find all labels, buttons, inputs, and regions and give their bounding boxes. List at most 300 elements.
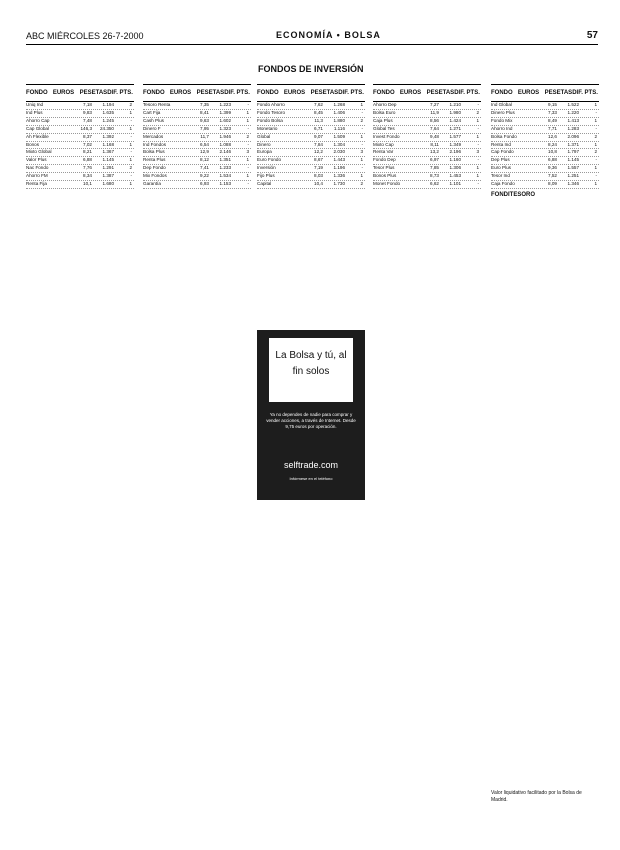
table-row [143, 118, 251, 126]
fund-name: Tesor Plus [373, 165, 395, 171]
euros-value: 12,6 [548, 133, 557, 139]
column-header-label: PESETAS [544, 90, 573, 96]
diff-value: 3 [246, 149, 249, 155]
pesetas-value: 1.196 [333, 165, 345, 171]
pesetas-value: 1.413 [567, 117, 579, 123]
euros-value: 146,3 [80, 125, 92, 131]
euros-value: 8,41 [200, 109, 209, 115]
header-date: ABC MIÉRCOLES 26-7-2000 [26, 31, 144, 41]
euros-value: 9,15 [548, 102, 557, 107]
column-header-label: PESETAS [196, 90, 225, 96]
ad-url: selftrade.com [283, 460, 339, 470]
euros-value: 7,35 [200, 102, 209, 107]
fund-name: Dinero F [143, 125, 161, 131]
table-row [491, 134, 599, 142]
euros-value: 7,48 [83, 117, 92, 123]
pesetas-value: 1.116 [333, 125, 345, 131]
selftrade-advert [257, 330, 365, 500]
fund-name: Tesoro Renta [143, 102, 171, 107]
pesetas-value: 1.251 [567, 173, 579, 179]
diff-value: 2 [360, 117, 363, 123]
table-row [373, 149, 481, 157]
table-row [26, 142, 134, 150]
euros-value: 7,95 [200, 125, 209, 131]
fund-name: Valor Plus [26, 157, 47, 163]
table-row [257, 149, 365, 157]
fund-name: Ind Global [491, 102, 512, 107]
diff-value: 1 [594, 117, 597, 123]
column-header-label: EUROS [399, 90, 422, 96]
fund-name: Fondo Dep [373, 157, 396, 163]
table-row [491, 157, 599, 165]
table-row [143, 134, 251, 142]
euros-value: 7,64 [430, 125, 439, 131]
diff-value: 1 [594, 165, 597, 171]
fund-name: Monet Fondo [373, 181, 401, 187]
pesetas-value: 1.268 [333, 102, 345, 107]
fund-name: Fondo Mix [491, 117, 513, 123]
euros-value: 8,21 [83, 149, 92, 155]
table-row [26, 149, 134, 157]
diff-value: 2 [476, 109, 479, 115]
fund-column-3 [257, 84, 365, 324]
table-row [491, 102, 599, 110]
fund-name: Global Tes [373, 125, 395, 131]
diff-value: 1 [246, 157, 249, 163]
column-header [26, 84, 134, 102]
fund-name: Ahorro Ind [491, 125, 513, 131]
footnote: Valor liquidativo facilitado por la Bolsa de Madrid. [491, 790, 582, 803]
column-header-label: DIF. PTS. [572, 90, 598, 96]
pesetas-value: 1.577 [449, 133, 461, 139]
euros-value: 13,2 [430, 149, 439, 155]
euros-value: 6,62 [430, 181, 439, 187]
column-header-label: DIF. PTS. [107, 90, 133, 96]
diff-value: - [477, 102, 479, 107]
pesetas-value: 2.030 [333, 149, 345, 155]
fund-name: Bonos Plus [373, 173, 397, 179]
euros-value: 11,9 [430, 109, 439, 115]
pesetas-value: 1.946 [219, 133, 231, 139]
fund-rows [373, 102, 481, 189]
diff-value: - [130, 149, 132, 155]
diff-value: 2 [594, 133, 597, 139]
pesetas-value: 1.194 [102, 102, 114, 107]
table-row [373, 102, 481, 110]
pesetas-value: 1.349 [449, 141, 461, 147]
pesetas-value: 2.096 [567, 133, 579, 139]
table-row [26, 157, 134, 165]
fund-name: Renta Fija [26, 181, 47, 187]
fund-name: Invest Fondo [373, 133, 400, 139]
column-header-label: PESETAS [310, 90, 339, 96]
fund-rows [143, 102, 251, 189]
table-row [257, 142, 365, 150]
pesetas-value: 1.323 [219, 125, 231, 131]
column-header-label: FONDO [257, 90, 279, 96]
fund-name: Tesor Ind [491, 173, 510, 179]
diff-value: - [477, 157, 479, 163]
pesetas-value: 1.245 [102, 117, 114, 123]
table-row [26, 181, 134, 189]
euros-value: 9,07 [314, 133, 323, 139]
pesetas-value: 1.980 [449, 109, 461, 115]
diff-value: - [477, 181, 479, 187]
table-row [257, 157, 365, 165]
euros-value: 7,41 [200, 165, 209, 171]
euros-value: 6,93 [200, 181, 209, 187]
column-header [373, 84, 481, 102]
euros-value: 8,24 [548, 141, 557, 147]
pesetas-value: 1.271 [449, 125, 461, 131]
euros-value: 6,71 [314, 125, 323, 131]
table-row [491, 110, 599, 118]
fund-name: Ahorro Cap [26, 117, 50, 123]
table-row [373, 157, 481, 165]
pesetas-value: 1.220 [567, 109, 579, 115]
euros-value: 8,49 [548, 117, 557, 123]
euros-value: 7,27 [430, 102, 439, 107]
fund-name: Ahorro FM [26, 173, 48, 179]
table-row [26, 165, 134, 173]
fund-name: Mix Fondos [143, 173, 167, 179]
fund-name: Ah Flexible [26, 133, 49, 139]
diff-value: - [361, 141, 363, 147]
table-row [491, 181, 599, 189]
euros-value: 9,63 [200, 117, 209, 123]
diff-value: 2 [129, 165, 132, 171]
diff-value: - [247, 102, 249, 107]
diff-value: 1 [246, 117, 249, 123]
euros-value: 7,76 [83, 165, 92, 171]
euros-value: 7,84 [314, 141, 323, 147]
table-row [143, 142, 251, 150]
pesetas-value: 2.196 [449, 149, 461, 155]
fund-name: Mercados [143, 133, 164, 139]
euros-value: 12,2 [314, 149, 323, 155]
pesetas-value: 1.522 [567, 102, 579, 107]
diff-value: 3 [360, 149, 363, 155]
table-row [26, 118, 134, 126]
column-header-label: PESETAS [79, 90, 108, 96]
diff-value: 1 [594, 102, 597, 107]
diff-value: - [595, 125, 597, 131]
fund-name: Mixto Cap [373, 141, 394, 147]
diff-value: 1 [476, 165, 479, 171]
column-header-label: FONDO [26, 90, 48, 96]
table-row [143, 126, 251, 134]
fund-name: Renta Plus [143, 157, 166, 163]
table-row [373, 134, 481, 142]
fund-name: Dep Fondo [143, 165, 166, 171]
pesetas-value: 2.146 [219, 149, 231, 155]
euros-value: 7,52 [548, 173, 557, 179]
diff-value: 1 [476, 133, 479, 139]
table-row [143, 102, 251, 110]
fund-name: Europa [257, 149, 272, 155]
diff-value: - [247, 181, 249, 187]
column-header [143, 84, 251, 102]
fund-name: Caja Fondo [491, 181, 515, 187]
diff-value: - [595, 109, 597, 115]
table-row [26, 134, 134, 142]
euros-value: 12,9 [200, 149, 209, 155]
fund-name: Cash Plus [143, 117, 164, 123]
fund-name: Bolsa Plus [143, 149, 165, 155]
fund-name: Ind Fondos [143, 141, 166, 147]
fund-name: Euro Plus [491, 165, 511, 171]
table-row [143, 157, 251, 165]
pesetas-value: 1.635 [102, 109, 114, 115]
pesetas-value: 1.088 [219, 141, 231, 147]
diff-value: 2 [246, 133, 249, 139]
table-row [143, 173, 251, 181]
column-header-label: EUROS [52, 90, 75, 96]
column-header-label: FONDO [143, 90, 165, 96]
euros-value: 8,73 [430, 173, 439, 179]
table-row [373, 126, 481, 134]
header-section: ECONOMÍA • BOLSA [276, 30, 381, 40]
subsection-title: FONDITESORO [491, 191, 536, 198]
diff-value: 1 [129, 141, 132, 147]
pesetas-value: 1.534 [219, 173, 231, 179]
euros-value: 6,54 [200, 141, 209, 147]
column-header-label: DIF. PTS. [224, 90, 250, 96]
table-row [26, 173, 134, 181]
diff-value: - [247, 165, 249, 171]
diff-value: 1 [129, 181, 132, 187]
fund-column-2 [143, 84, 251, 834]
euros-value: 9,22 [200, 173, 209, 179]
diff-value: - [130, 117, 132, 123]
pesetas-value: 1.306 [449, 165, 461, 171]
diff-value: - [595, 157, 597, 163]
euros-value: 7,19 [314, 165, 323, 171]
fund-rows [491, 102, 599, 199]
euros-value: 7,02 [83, 141, 92, 147]
pesetas-value: 1.223 [219, 102, 231, 107]
euros-value: 10,1 [83, 181, 92, 187]
fund-name: Cart Fija [143, 109, 161, 115]
fund-name: Mixto Global [26, 149, 52, 155]
column-header-label: DIF. PTS. [338, 90, 364, 96]
fund-rows [257, 102, 365, 189]
column-header-label: EUROS [283, 90, 306, 96]
diff-value: 2 [594, 149, 597, 155]
euros-value: 9,36 [548, 165, 557, 171]
page-number: 57 [586, 30, 598, 41]
page-header [26, 30, 598, 45]
table-row [143, 181, 251, 189]
fund-name: Euro Fondo [257, 157, 282, 163]
diff-value: 1 [360, 133, 363, 139]
pesetas-value: 1.509 [333, 133, 345, 139]
fund-name: Dep Plus [491, 157, 510, 163]
euros-value: 8,12 [200, 157, 209, 163]
fund-column-5 [491, 84, 599, 784]
fund-name: Cap Global [26, 125, 49, 131]
pesetas-value: 1.304 [333, 141, 345, 147]
fund-name: Inversión [257, 165, 276, 171]
pesetas-value: 1.233 [219, 165, 231, 171]
diff-value: - [477, 141, 479, 147]
euros-value: 6,88 [83, 157, 92, 163]
pesetas-value: 1.880 [333, 117, 345, 123]
diff-value: 1 [360, 157, 363, 163]
table-row [373, 118, 481, 126]
column-header-label: EUROS [169, 90, 192, 96]
pesetas-value: 1.602 [219, 117, 231, 123]
fund-name: Fondo Ahorro [257, 102, 285, 107]
table-row [26, 110, 134, 118]
pesetas-value: 1.351 [219, 157, 231, 163]
table-row [257, 102, 365, 110]
column-header-label: PESETAS [426, 90, 455, 96]
euros-value: 10,8 [548, 149, 557, 155]
table-row [257, 126, 365, 134]
diff-value: - [130, 133, 132, 139]
pesetas-value: 1.168 [102, 141, 114, 147]
table-row [26, 102, 134, 110]
table-row [373, 173, 481, 181]
diff-value: 1 [129, 157, 132, 163]
pesetas-value: 1.399 [219, 109, 231, 115]
table-row [373, 165, 481, 173]
table-row [257, 181, 365, 189]
euros-value: 7,85 [430, 165, 439, 171]
fund-name: Global [257, 133, 271, 139]
pesetas-value: 1.424 [449, 117, 461, 123]
euros-value: 7,62 [314, 102, 323, 107]
fund-name: Monetario [257, 125, 278, 131]
euros-value: 9,83 [83, 109, 92, 115]
table-row [257, 173, 365, 181]
column-header-label: EUROS [517, 90, 540, 96]
euros-value: 8,67 [314, 157, 323, 163]
diff-value: - [247, 125, 249, 131]
table-row [491, 165, 599, 173]
euros-value: 10,4 [314, 181, 323, 187]
fund-name: Fondo Bolsa [257, 117, 283, 123]
diff-value: - [361, 125, 363, 131]
table-row [491, 149, 599, 157]
table-row [143, 165, 251, 173]
fund-name: Caja Plus [373, 117, 393, 123]
pesetas-value: 1.145 [567, 157, 579, 163]
column-header-label: DIF. PTS. [454, 90, 480, 96]
diff-value: - [130, 173, 132, 179]
diff-value: - [595, 173, 597, 179]
diff-value: 1 [246, 173, 249, 179]
fund-name: Bolsa Euro [373, 109, 396, 115]
diff-value: 1 [129, 125, 132, 131]
pesetas-value: 1.797 [567, 149, 579, 155]
pesetas-value: 1.680 [102, 181, 114, 187]
euros-value: 8,11 [430, 141, 439, 147]
euros-value: 7,33 [548, 109, 557, 115]
fund-name: Dinero [257, 141, 271, 147]
fund-name: Garantía [143, 181, 161, 187]
ad-body: Ya no dependes de nadie para comprar y vender acciones, a través de Internet. Desde 9,75 euros por operación. [266, 412, 356, 429]
table-row [26, 126, 134, 134]
table-row [491, 118, 599, 126]
diff-value: 1 [476, 117, 479, 123]
euros-value: 8,34 [83, 173, 92, 179]
diff-value: 1 [360, 173, 363, 179]
pesetas-value: 1.406 [333, 109, 345, 115]
table-row [143, 149, 251, 157]
diff-value: 2 [129, 102, 132, 107]
diff-value: 1 [594, 181, 597, 187]
table-row [373, 181, 481, 189]
fund-name: Bonos [26, 141, 40, 147]
section-title: FONDOS DE INVERSIÓN [258, 64, 364, 74]
euros-value: 11,3 [314, 117, 323, 123]
pesetas-value: 1.730 [333, 181, 345, 187]
pesetas-value: 1.371 [567, 141, 579, 147]
euros-value: 8,37 [83, 133, 92, 139]
pesetas-value: 1.210 [449, 102, 461, 107]
pesetas-value: 1.153 [219, 181, 231, 187]
pesetas-value: 1.453 [449, 173, 461, 179]
table-row [373, 110, 481, 118]
table-row [257, 134, 365, 142]
pesetas-value: 1.336 [333, 173, 345, 179]
column-header-label: FONDO [373, 90, 395, 96]
pesetas-value: 1.291 [102, 165, 114, 171]
euros-value: 9,48 [430, 133, 439, 139]
column-header [491, 84, 599, 102]
fund-name: Nac Fondo [26, 165, 49, 171]
diff-value: 2 [360, 181, 363, 187]
pesetas-value: 1.367 [102, 149, 114, 155]
diff-value: - [247, 141, 249, 147]
table-row [373, 142, 481, 150]
diff-value: 1 [246, 109, 249, 115]
diff-value: 1 [594, 141, 597, 147]
diff-value: 1 [476, 173, 479, 179]
euros-value: 8,03 [314, 173, 323, 179]
ad-headline-box [269, 338, 353, 402]
pesetas-value: 1.346 [567, 181, 579, 187]
table-row [257, 165, 365, 173]
table-row [257, 118, 365, 126]
pesetas-value: 1.160 [449, 157, 461, 163]
ad-tagline: Infórmese en el teléfono [289, 476, 333, 481]
fund-name: Renta Ind [491, 141, 511, 147]
table-row [491, 142, 599, 150]
fund-name: Dinero Plus [491, 109, 515, 115]
table-row [257, 110, 365, 118]
euros-value: 6,88 [548, 157, 557, 163]
fund-column-1 [26, 84, 134, 834]
euros-value: 7,71 [548, 125, 557, 131]
pesetas-value: 1.392 [102, 133, 114, 139]
diff-value: - [477, 125, 479, 131]
fund-rows [26, 102, 134, 189]
euros-value: 11,7 [200, 133, 209, 139]
fund-name: Cap Fondo [491, 149, 514, 155]
euros-value: 8,45 [314, 109, 323, 115]
pesetas-value: 1.283 [567, 125, 579, 131]
fund-name: Capital [257, 181, 272, 187]
table-row [491, 126, 599, 134]
pesetas-value: 24.350 [99, 125, 114, 131]
fund-name: Fijo Plus [257, 173, 275, 179]
euros-value: 8,09 [548, 181, 557, 187]
column-header [257, 84, 365, 102]
fund-name: Uniq Ind [26, 102, 44, 107]
